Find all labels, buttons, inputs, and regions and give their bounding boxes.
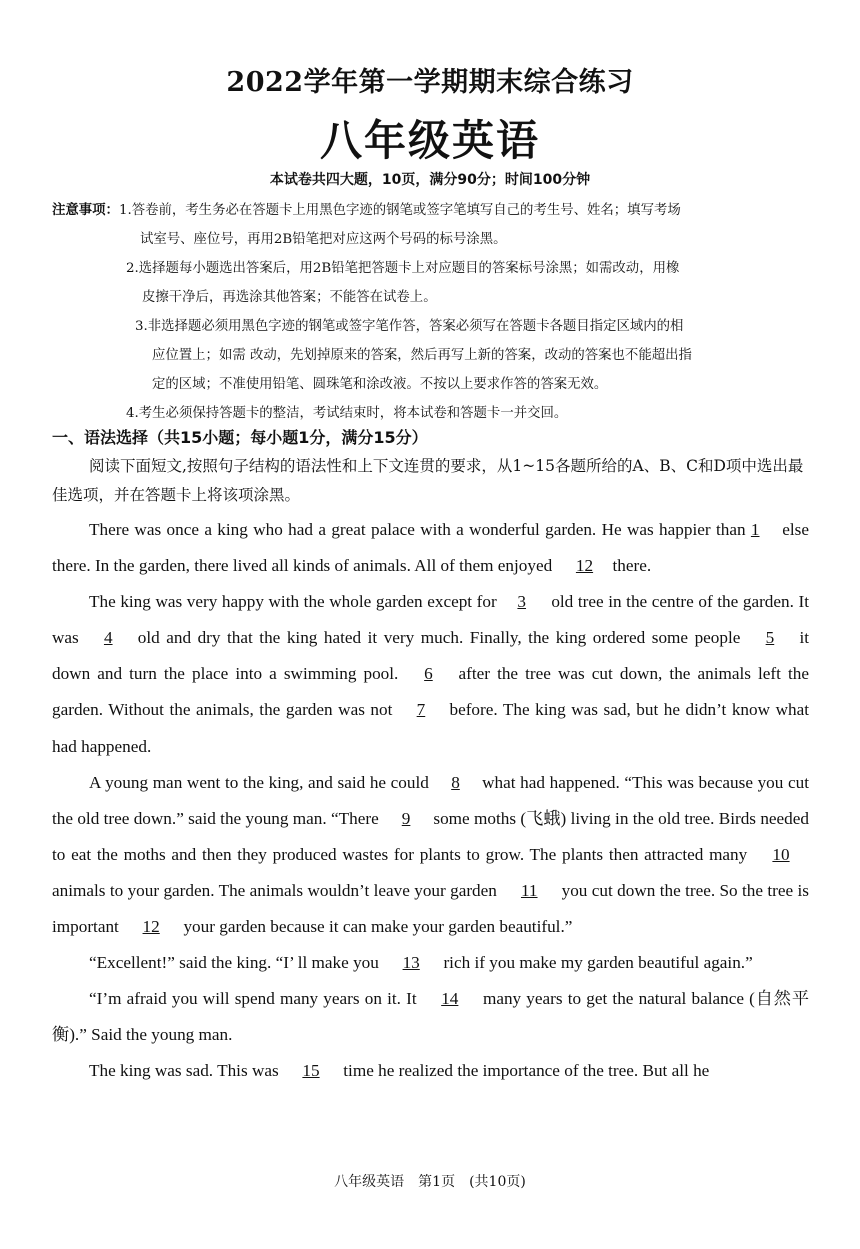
section-instruction: 阅读下面短文,按照句子结构的语法性和上下文连贯的要求，从1~15各题所给的A、B、C和D项中选出最佳选项，并在答题卡上将该项涂黑。 (52, 457, 804, 504)
note-line: 2.选择题每小题选出答案后，用2B铅笔把答题卡上对应题目的答案标号涂黑；如需改动，用橡 (126, 261, 680, 276)
section-heading: 一、语法选择（共15小题；每小题1分，满分15分） (52, 428, 428, 447)
paragraph: The king was very happy with the whole garden except for 3 old tree in the centre of the garden. It was 4 old and dry that the king hated it very much. Finally, the king ordered some people 5 it down and turn the place into a swimming pool. 6 after the tree was cut down, the animals left the garden. Without the animals, the garden was not 7 before. The king was sad, but he didn’t know what had happened. (52, 584, 809, 764)
blank: 6 (424, 664, 433, 684)
blank: 11 (520, 880, 538, 900)
note-line: 4.考生必须保持答题卡的整洁，考试结束时，将本试卷和答题卡一并交回。 (126, 406, 568, 421)
blank: 12 (575, 556, 594, 576)
note-line: 应位置上；如需 改动，先划掉原来的答案，然后再写上新的答案，改动的答案也不能超出指 (152, 348, 692, 363)
note-line: 试室号、座位号，再用2B铅笔把对应这两个号码的标号涂黑。 (140, 232, 507, 247)
blank: 4 (103, 628, 113, 648)
note-line: 3.非选择题必须用黑色字迹的钢笔或签字笔作答，答案必须写在答题卡各题目指定区域内的相 (135, 319, 684, 334)
blank: 15 (302, 1061, 320, 1081)
exam-title: 2022学年第一学期期末综合练习 (226, 67, 634, 98)
blank: 12 (142, 917, 160, 937)
blank: 14 (441, 989, 459, 1009)
blank: 1 (750, 520, 760, 539)
paragraph: There was once a king who had a great palace with a wonderful garden. He was happier than 1 else there. In the garden, there lived all kinds of animals. All of them enjoyed 12 there. (52, 512, 809, 584)
blank: 13 (402, 953, 420, 973)
blank: 5 (765, 628, 775, 648)
paragraph: A young man went to the king, and said he could 8 what had happened. “This was because you cut the old tree down.” said the young man. “There 9 some moths (飞蛾) living in the old tree. Birds needed to eat the moths and then they produced wastes for plants to grow. The plants then attracted many 10 animals to your garden. The animals wouldn’t leave your garden 11 you cut down the tree. So the tree is important 12 your garden because it can make your garden beautiful.” (52, 765, 809, 945)
blank: 9 (401, 808, 411, 828)
paragraph: “Excellent!” said the king. “I’ ll make you 13 rich if you make my garden beautiful again.” (52, 945, 809, 981)
paragraph: The king was sad. This was 15 time he realized the importance of the tree. But all he (52, 1053, 809, 1089)
blank: 7 (416, 700, 426, 720)
blank: 10 (772, 844, 790, 864)
note-line: 皮擦干净后，再选涂其他答案；不能答在试卷上。 (142, 290, 437, 305)
paragraph: “I’m afraid you will spend many years on it. It 14 many years to get the natural balance (自然平衡).” Said the young man. (52, 981, 809, 1053)
note-line: 定的区域；不准使用铅笔、圆珠笔和涂改液。不按以上要求作答的答案无效。 (152, 377, 608, 392)
passage (52, 512, 809, 1090)
notes-label: 注意事项： (52, 203, 119, 218)
blank: 3 (517, 592, 527, 612)
exam-subject: 八年级英语 (319, 116, 540, 165)
blank: 8 (451, 772, 460, 792)
notes-block (52, 196, 812, 428)
exam-info: 本试卷共四大题，10页，满分90分；时间100分钟 (269, 172, 591, 188)
note-line: 1.答卷前，考生务必在答题卡上用黑色字迹的钢笔或签字笔填写自己的考生号、姓名；填写考场 (118, 203, 681, 218)
page-footer: 八年级英语 第1页 (共10页) (334, 1174, 526, 1190)
